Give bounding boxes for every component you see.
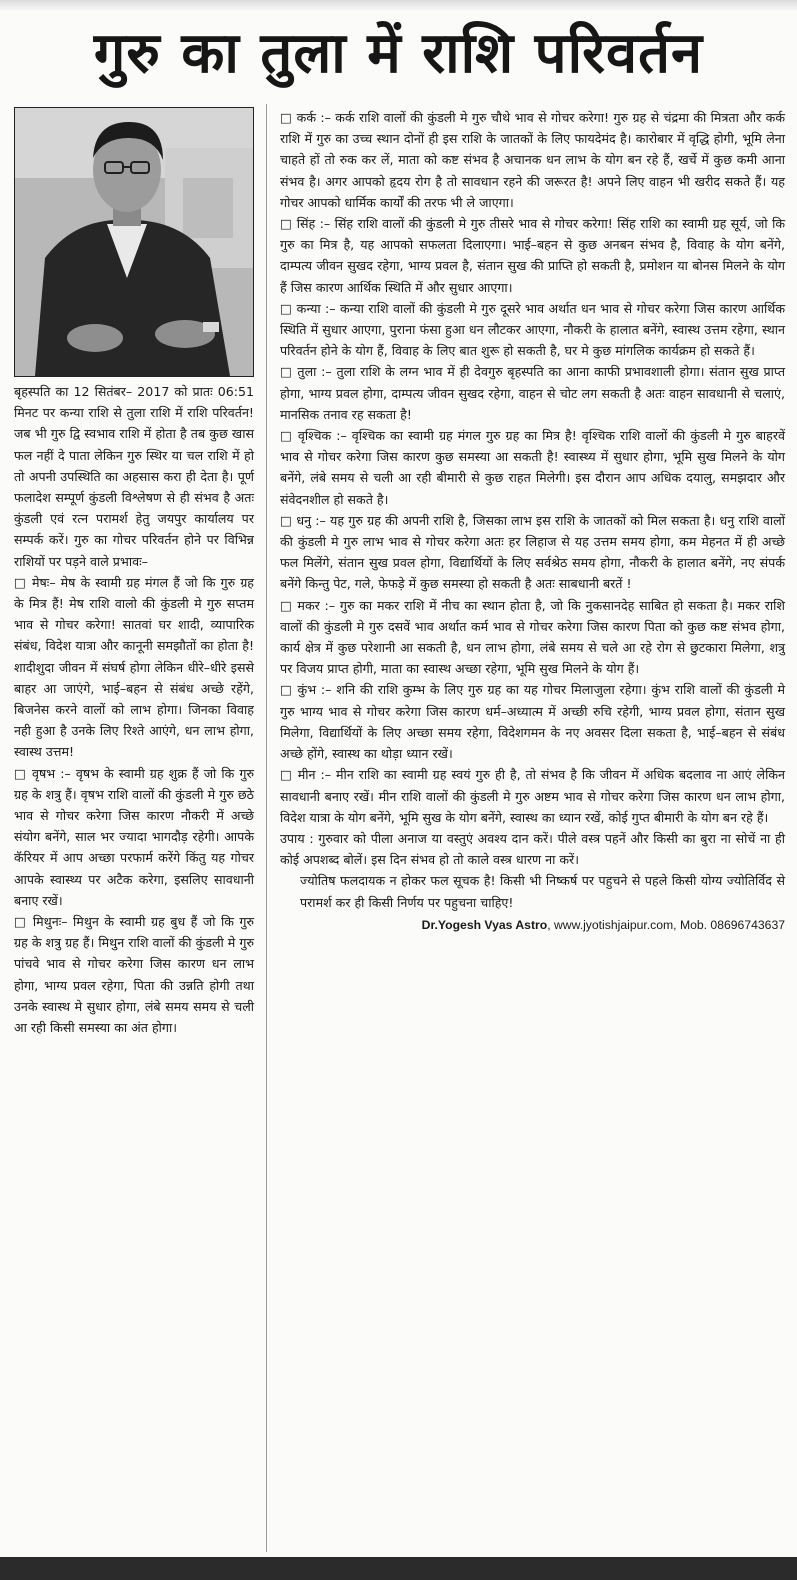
rashi-vrishabh: □ वृषभ :– वृषभ के स्वामी ग्रह शुक्र हैं जो कि गुरु ग्रह के शत्रु हैं। वृषभ राशि वालों की कुंडली मे गुरु छठे भाव से गोचर करेगा जिस कारण नौकरी में अच्छे संयोग बनेंगे, साल भर ज्यादा भागदौड़ रहेगी। आपके कॅरियर में आप अच्छा परफार्म करेंगे किंतु यह गोचर आपके स्वास्थ्य पर अटैक करेगा, इसलिए सावधानी बनाए रखें। — [14, 765, 254, 908]
bottom-edge-strip — [0, 1557, 797, 1580]
rashi-kumbh: □ कुंभ :– शनि की राशि कुम्भ के लिए गुरु ग्रह का यह गोचर मिलाजुला रहेगा। कुंभ राशि वालों की कुंडली मे गुरु भाग्य भाव से गोचर करेगा जिस कारण धर्म–अध्यात्म में अच्छी रुचि रहेगी, भाग्य प्रवल होगा, संतान सुख मिलेगा, विद्यार्थियों के लिए अच्छा समय रहेगा, विदेशगमन के नए अवसर दिला सकता है, भाई–बहन से संबंध अच्छे होंगे, स्वास्थ का थोड़ा ध्यान रखें। — [280, 682, 785, 762]
left-column — [14, 381, 254, 1038]
rashi-meen: □ मीन :– मीन राशि का स्वामी ग्रह स्वयं गुरु ही है, तो संभव है कि जीवन में अधिक बदलाव ना आएं लेकिन सावधानी बनाए रखें। मीन राशि वालों की कुंडली मे गुरु अष्टम भाव से गोचर करेगा जिस कारण धन लाभ होगा, विदेश यात्रा के योग बनेंगे, भूमि सुख के योग बनेंगे, स्वास्थ का ध्यान रखें, कोई गुप्त बीमारी के योग बन रहे हैं। — [280, 767, 785, 825]
rashi-makar: □ मकर :– गुरु का मकर राशि में नीच का स्थान होता है, जो कि नुकसानदेह साबित हो सकता है। मकर राशि वालों की कुंडली मे गुरु दसवें भाव अर्थात कर्म भाव से गोचर करेगा जिस कारण पिता को कुछ कष्ट संभव होगा, कार्य क्षेत्र में कुछ परेशानी आ सकती है, धन लाभ होगा, लंबे समय से चले आ रहे रोग से छुटकारा मिलेगा, शत्रु पर विजय प्राप्त होगी, माता का स्वास्थ अच्छा रहेगा, भूमि सुख मिलने के योग हैं। — [280, 597, 785, 677]
rashi-kark: □ कर्क :– कर्क राशि वालों की कुंडली मे गुरु चौथे भाव से गोचर करेगा! गुरु ग्रह से चंद्रमा की मित्रता और कर्क राशि में गुरु का उच्च स्थान दोनों ही इस राशि के जातकों के लिए फायदेमंद है। कारोबार में वृद्धि होगी, भूमि लेना चाहते हों तो रुक कर लें, माता को कष्ट संभव है अचानक धन लाभ के योग बन रहे हैं, खर्चे में कुछ कमी आना संभव है। अगर आपको हृदय रोग है तो सावधान रहने की जरूरत है! अपने लिए वाहन भी खरीद सकते हैं। यह गोचर आपको धार्मिक कार्यों की तरफ भी ले जाएगा। — [280, 110, 785, 210]
upay-paragraph: उपाय : गुरुवार को पीला अनाज या वस्तुएं अवश्य दान करें। पीले वस्त्र पहनें और किसी का बुरा ना सोचें ना ही कोई अपशब्द बोलें। इस दिन संभव हो तो काले वस्त्र धारण ना करें। — [280, 830, 785, 868]
rashi-kanya: □ कन्या :– कन्या राशि वालों की कुंडली मे गुरु दूसरे भाव अर्थात धन भाव से गोचर करेगा जिस कारण आर्थिक स्थिति में सुधार आएगा, पुराना फंसा हुआ धन लौटकर आएगा, नौकरी के हालात बनेंगे, स्वास्थ उत्तम रहेगा, स्थान परिवर्तन होने के योग हैं, विवाह के लिए बात शुरू हो सकती है, घर मे कुछ मांगलिक कार्यक्रम हो सकते हैं। — [280, 300, 785, 359]
column-divider — [266, 104, 267, 1552]
rashi-tula: □ तुला :– तुला राशि के लग्न भाव में ही देवगुरु बृहस्पति का आना काफी प्रभावशाली होगा। संतान सुख प्राप्त होगा, भाग्य प्रवल होगा, दाम्पत्य जीवन सुखद रहेगा, वाहन से चोट लग सकती है अतः वाहन सावधानी से चलाएं, मानसिक तनाव रह सकता है! — [280, 364, 785, 422]
author-photo-illustration — [15, 108, 253, 376]
author-contact: , www.jyotishjaipur.com, Mob. 08696743637 — [547, 917, 785, 932]
intro-paragraph: बृहस्पति का 12 सितंबर– 2017 को प्रातः 06:51 मिनट पर कन्या राशि से तुला राशि में राशि परिवर्तन! जब भी गुरु द्वि स्वभाव राशि में होता है तब कुछ खास फल नहीं दे पाता लेकिन गुरु स्थिर या चल राशि में हो तो अपनी उपस्थिति का अहसास करा ही देता है। पूर्ण फलादेश सम्पूर्ण कुंडली विश्लेषण से ही संभव है अतः कुंडली एवं रत्न परामर्श हेतु जयपुर कार्यालय पर सम्पर्क करें। गुरु का गोचर परिवर्तन होने पर विभिन्न राशियों पर पड़ने वाले प्रभावः– — [14, 384, 254, 569]
rashi-mithun: □ मिथुनः– मिथुन के स्वामी ग्रह बुध हैं जो कि गुरु ग्रह के शत्रु ग्रह हैं। मिथुन राशि वालों की कुंडली मे गुरु पांचवे भाव से गोचर करेगा जिस कारण धन लाभ होगा, भाग्य प्रवल रहेगा, पिता की उन्नति होगी तथा उनके स्वास्थ मे सुधार होगा, लंबे समय समय से चली आ रही किसी समस्या का अंत होगा। — [14, 914, 254, 1036]
right-column — [280, 107, 785, 936]
author-name: Dr.Yogesh Vyas Astro — [421, 917, 548, 932]
rashi-mesh: □ मेषः– मेष के स्वामी ग्रह मंगल हैं जो कि गुरु ग्रह के मित्र हैं! मेष राशि वालो की कुंडली मे गुरु सप्तम भाव से गोचर करेगा! सातवां घर शादी, व्यापारिक संबंध, विदेश यात्रा और कानूनी समझौतों का होता है! शादीशुदा जीवन में संघर्ष होगा लेकिन धीरे–धीरे इससे बाहर आ जाएंगे, भाई–बहन से संबंध अच्छे रहेंगे, बिजनेस करने वालों को लाभ होगा। जिनका विवाह नही हुआ है उनके लिए रिश्ते आएंगे, धन लाभ होगा, स्वास्थ उत्तम! — [14, 574, 254, 760]
top-edge-strip — [0, 0, 797, 10]
disclaimer-note: ज्योतिष फलदायक न होकर फल सूचक है! किसी भी निष्कर्ष पर पहुचने से पहले किसी योग्य ज्योतिर्विद से परामर्श कर ही किसी निर्णय पर पहुचना चाहिए! — [300, 873, 785, 910]
author-byline — [280, 915, 785, 936]
author-photo — [14, 107, 254, 377]
rashi-dhanu: □ धनु :– यह गुरु ग्रह की अपनी राशि है, जिसका लाभ इस राशि के जातकों को मिल सकता है। धनु राशि वालों की कुंडली मे गुरु लाभ भाव से गोचर करेगा अतः हर लिहाज से यह उत्तम समय होगा, कम मेहनत में ही अच्छे फल मिलेंगे, संतान सुख प्रवल होगा, विद्यार्थियों के लिए सर्वश्रेठ समय होगा, नौकरी के हालात बनेंगे, नए संपर्क बनेंगे किन्तु पेट, गले, फेफड़े में कुछ समस्या हो सकती है अतः साबधानी बरतें ! — [280, 512, 785, 592]
headline: गुरु का तुला में राशि परिवर्तन — [93, 21, 704, 86]
rashi-singh: □ सिंह :– सिंह राशि वालों की कुंडली मे गुरु तीसरे भाव से गोचर करेगा! सिंह राशि का स्वामी ग्रह सूर्य, जो कि गुरु का मित्र है, यह आपको सफलता दिलाएगा। भाई–बहन से कुछ अनबन संभव है, विवाह के योग बनेंगे, दाम्पत्य जीवन सुखद रहेगा, भाग्य प्रवल है, संतान सुख की प्राप्ति हो सकती है, प्रमोशन या बोनस मिलने के योग हैं जिस कारण आर्थिक स्थिति में और सुधार आएगा। — [280, 216, 785, 295]
rashi-vrishchik: □ वृश्चिक :– वृश्चिक का स्वामी ग्रह मंगल गुरु ग्रह का मित्र है! वृश्चिक राशि वालों की कुंडली मे गुरु बाहरवें भाव से गोचर करेगा जिस कारण कुछ समस्या आ सकती है! स्वास्थ्य में सुधार होगा, भूमि सुख मिलने के योग बनेंगे, लंबे समय से चली आ रही बीमारी से कुछ राहत मिलेगी। इस दौरान आप अधिक दयालु, समझदार और संवेदनशील हो सकते है। — [280, 428, 785, 507]
